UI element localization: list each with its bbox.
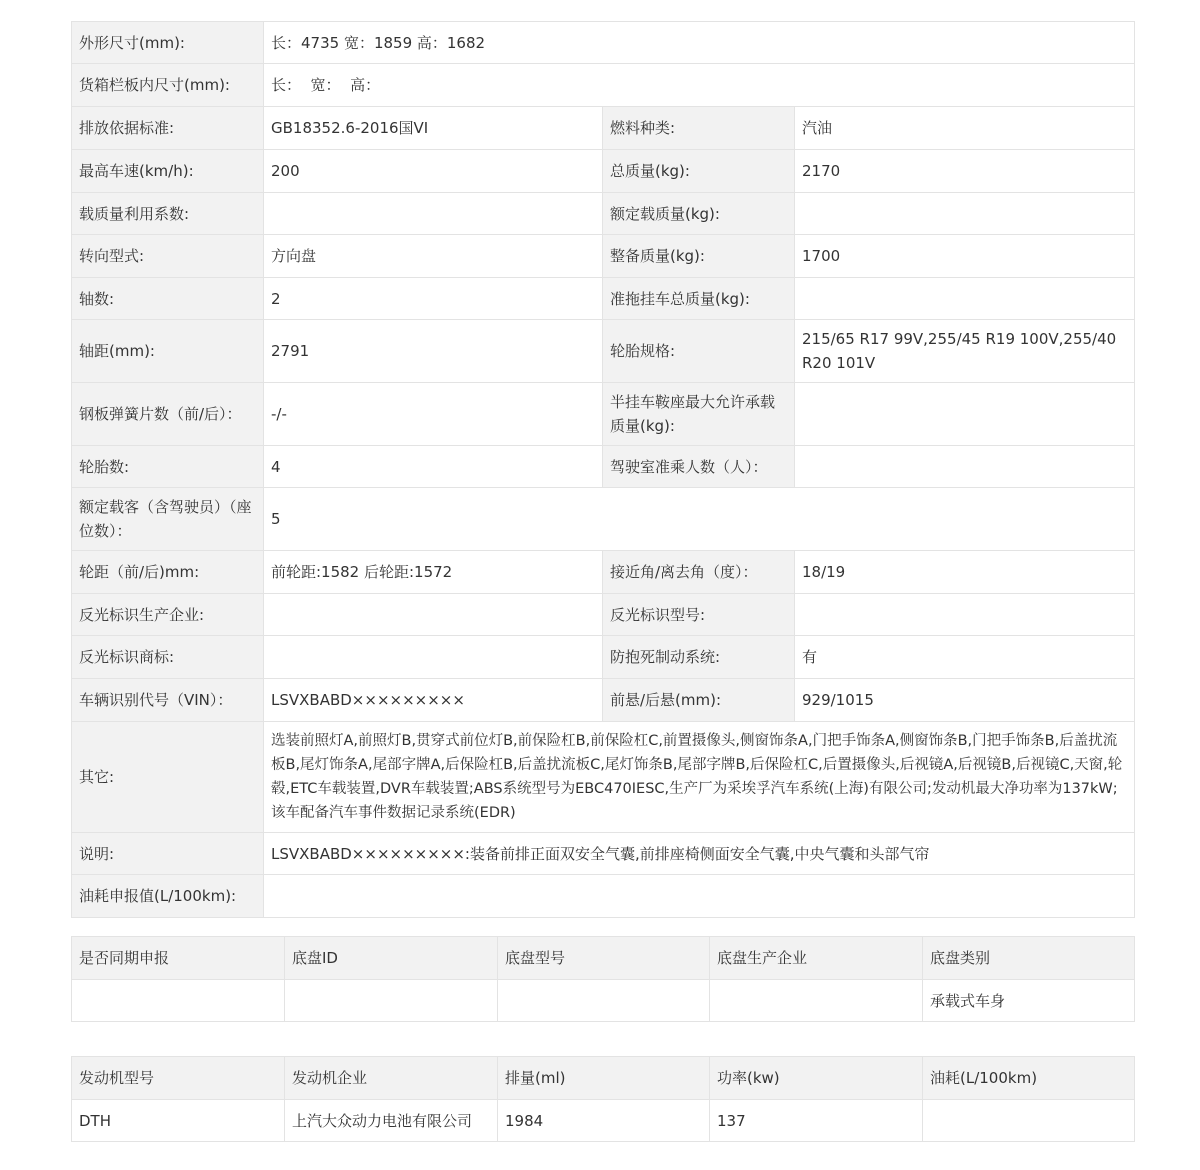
abs-label: 防抱死制动系统: — [603, 636, 795, 679]
dims-value: 长：4735 宽：1859 高：1682 — [264, 22, 1135, 64]
chassis-header-row — [72, 937, 1135, 980]
spec-row-tires — [72, 446, 1135, 488]
chassis-cell — [710, 980, 923, 1022]
engine-cell — [923, 1100, 1135, 1142]
other-label: 其它: — [72, 722, 264, 833]
emission-label: 排放依据标准: — [72, 107, 264, 150]
chassis-data-row — [72, 980, 1135, 1022]
chassis-cell — [72, 980, 285, 1022]
chassis-table — [71, 936, 1135, 1022]
cargo-value: 长： 宽： 高： — [264, 64, 1135, 107]
other-value: 选装前照灯A,前照灯B,贯穿式前位灯B,前保险杠B,前保险杠C,前置摄像头,侧窗饰条A,门把手饰条A,侧窗饰条B,门把手饰条B,后盖扰流板B,尾灯饰条A,尾部字牌A,后保险杠B,后盖扰流板C,尾灯饰条B,尾部字牌B,后保险杠C,后置摄像头,后视镜A,后视镜B,后视镜C,天窗,轮毂,ETC车载装置,DVR车载装置;ABS系统型号为EBC470IESC,生产厂为采埃孚汽车系统(上海)有限公司;发动机最大净功率为137kW;该车配备汽车事件数据记录系统(EDR) — [264, 722, 1135, 833]
spec-row-cargo — [72, 64, 1135, 107]
fuel-label: 燃料种类: — [603, 107, 795, 150]
fuel-value: 汽油 — [795, 107, 1135, 150]
seats-value: 5 — [264, 488, 1135, 551]
engine-table — [71, 1056, 1135, 1142]
reflector-maker-label: 反光标识生产企业: — [72, 594, 264, 636]
dims-label: 外形尺寸(mm): — [72, 22, 264, 64]
curb-mass-label: 整备质量(kg): — [603, 235, 795, 278]
tire-spec-label: 轮胎规格: — [603, 320, 795, 383]
abs-value: 有 — [795, 636, 1135, 679]
cab-capacity-label: 驾驶室准乘人数（人）： — [603, 446, 795, 488]
trailer-mass-label: 准拖挂车总质量(kg): — [603, 278, 795, 320]
tire-count-label: 轮胎数: — [72, 446, 264, 488]
spec-row-reflector — [72, 594, 1135, 636]
chassis-header-cell: 底盘生产企业 — [710, 937, 923, 980]
saddle-load-value — [795, 383, 1135, 446]
trailer-mass-value — [795, 278, 1135, 320]
note-value: LSVXBABD×××××××××:装备前排正面双安全气囊,前排座椅侧面安全气囊,中央气囊和头部气帘 — [264, 833, 1135, 875]
speed-label: 最高车速(km/h): — [72, 150, 264, 193]
speed-value: 200 — [264, 150, 603, 193]
axles-value: 2 — [264, 278, 603, 320]
steering-label: 转向型式: — [72, 235, 264, 278]
load-util-label: 载质量利用系数: — [72, 193, 264, 235]
saddle-load-label: 半挂车鞍座最大允许承载质量(kg): — [603, 383, 795, 446]
spec-row-load — [72, 193, 1135, 235]
chassis-header-cell: 底盘型号 — [498, 937, 710, 980]
track-label: 轮距（前/后)mm: — [72, 551, 264, 594]
reflector-brand-label: 反光标识商标: — [72, 636, 264, 679]
leaf-spring-label: 钢板弹簧片数（前/后）： — [72, 383, 264, 446]
track-value: 前轮距:1582 后轮距:1572 — [264, 551, 603, 594]
wheelbase-value: 2791 — [264, 320, 603, 383]
axles-label: 轴数: — [72, 278, 264, 320]
engine-header-cell: 发动机企业 — [285, 1057, 498, 1100]
engine-header-cell: 油耗(L/100km) — [923, 1057, 1135, 1100]
spec-row-seats — [72, 488, 1135, 551]
chassis-cell — [285, 980, 498, 1022]
wheelbase-label: 轴距(mm): — [72, 320, 264, 383]
vin-value: LSVXBABD××××××××× — [264, 679, 603, 722]
spec-row-other — [72, 722, 1135, 833]
chassis-header-cell: 底盘类别 — [923, 937, 1135, 980]
engine-cell: 上汽大众动力电池有限公司 — [285, 1100, 498, 1142]
engine-cell: 137 — [710, 1100, 923, 1142]
spec-row-leaf-spring — [72, 383, 1135, 446]
cargo-label: 货箱栏板内尺寸(mm): — [72, 64, 264, 107]
note-label: 说明: — [72, 833, 264, 875]
fuel-consumption-label: 油耗申报值(L/100km): — [72, 875, 264, 918]
cab-capacity-value — [795, 446, 1135, 488]
emission-value: GB18352.6-2016国VI — [264, 107, 603, 150]
chassis-cell: 承载式车身 — [923, 980, 1135, 1022]
gross-mass-value: 2170 — [795, 150, 1135, 193]
curb-mass-value: 1700 — [795, 235, 1135, 278]
engine-header-cell: 功率(kw) — [710, 1057, 923, 1100]
spec-row-dimensions — [72, 22, 1135, 64]
angle-value: 18/19 — [795, 551, 1135, 594]
spec-row-fuel-consumption — [72, 875, 1135, 918]
spec-row-wheelbase — [72, 320, 1135, 383]
engine-header-cell: 发动机型号 — [72, 1057, 285, 1100]
chassis-cell — [498, 980, 710, 1022]
vehicle-spec-table — [71, 21, 1135, 918]
seats-label: 额定载客（含驾驶员）（座位数）： — [72, 488, 264, 551]
overhang-label: 前悬/后悬(mm): — [603, 679, 795, 722]
gross-mass-label: 总质量(kg): — [603, 150, 795, 193]
spec-row-axles — [72, 278, 1135, 320]
overhang-value: 929/1015 — [795, 679, 1135, 722]
reflector-model-value — [795, 594, 1135, 636]
tire-spec-value: 215/65 R17 99V,255/45 R19 100V,255/40 R20 101V — [795, 320, 1135, 383]
spec-row-vin — [72, 679, 1135, 722]
vin-label: 车辆识别代号（VIN）： — [72, 679, 264, 722]
spec-row-track — [72, 551, 1135, 594]
load-util-value — [264, 193, 603, 235]
tire-count-value: 4 — [264, 446, 603, 488]
engine-header-cell: 排量(ml) — [498, 1057, 710, 1100]
spec-row-speed — [72, 150, 1135, 193]
chassis-header-cell: 底盘ID — [285, 937, 498, 980]
engine-cell: 1984 — [498, 1100, 710, 1142]
steering-value: 方向盘 — [264, 235, 603, 278]
reflector-model-label: 反光标识型号: — [603, 594, 795, 636]
engine-data-row — [72, 1100, 1135, 1142]
leaf-spring-value: -/- — [264, 383, 603, 446]
spec-row-brand-abs — [72, 636, 1135, 679]
rated-load-label: 额定载质量(kg): — [603, 193, 795, 235]
reflector-brand-value — [264, 636, 603, 679]
angle-label: 接近角/离去角（度）： — [603, 551, 795, 594]
chassis-header-cell: 是否同期申报 — [72, 937, 285, 980]
spec-row-steering — [72, 235, 1135, 278]
engine-cell: DTH — [72, 1100, 285, 1142]
spec-row-note — [72, 833, 1135, 875]
spec-row-emission — [72, 107, 1135, 150]
engine-header-row — [72, 1057, 1135, 1100]
reflector-maker-value — [264, 594, 603, 636]
fuel-consumption-value — [264, 875, 1135, 918]
rated-load-value — [795, 193, 1135, 235]
